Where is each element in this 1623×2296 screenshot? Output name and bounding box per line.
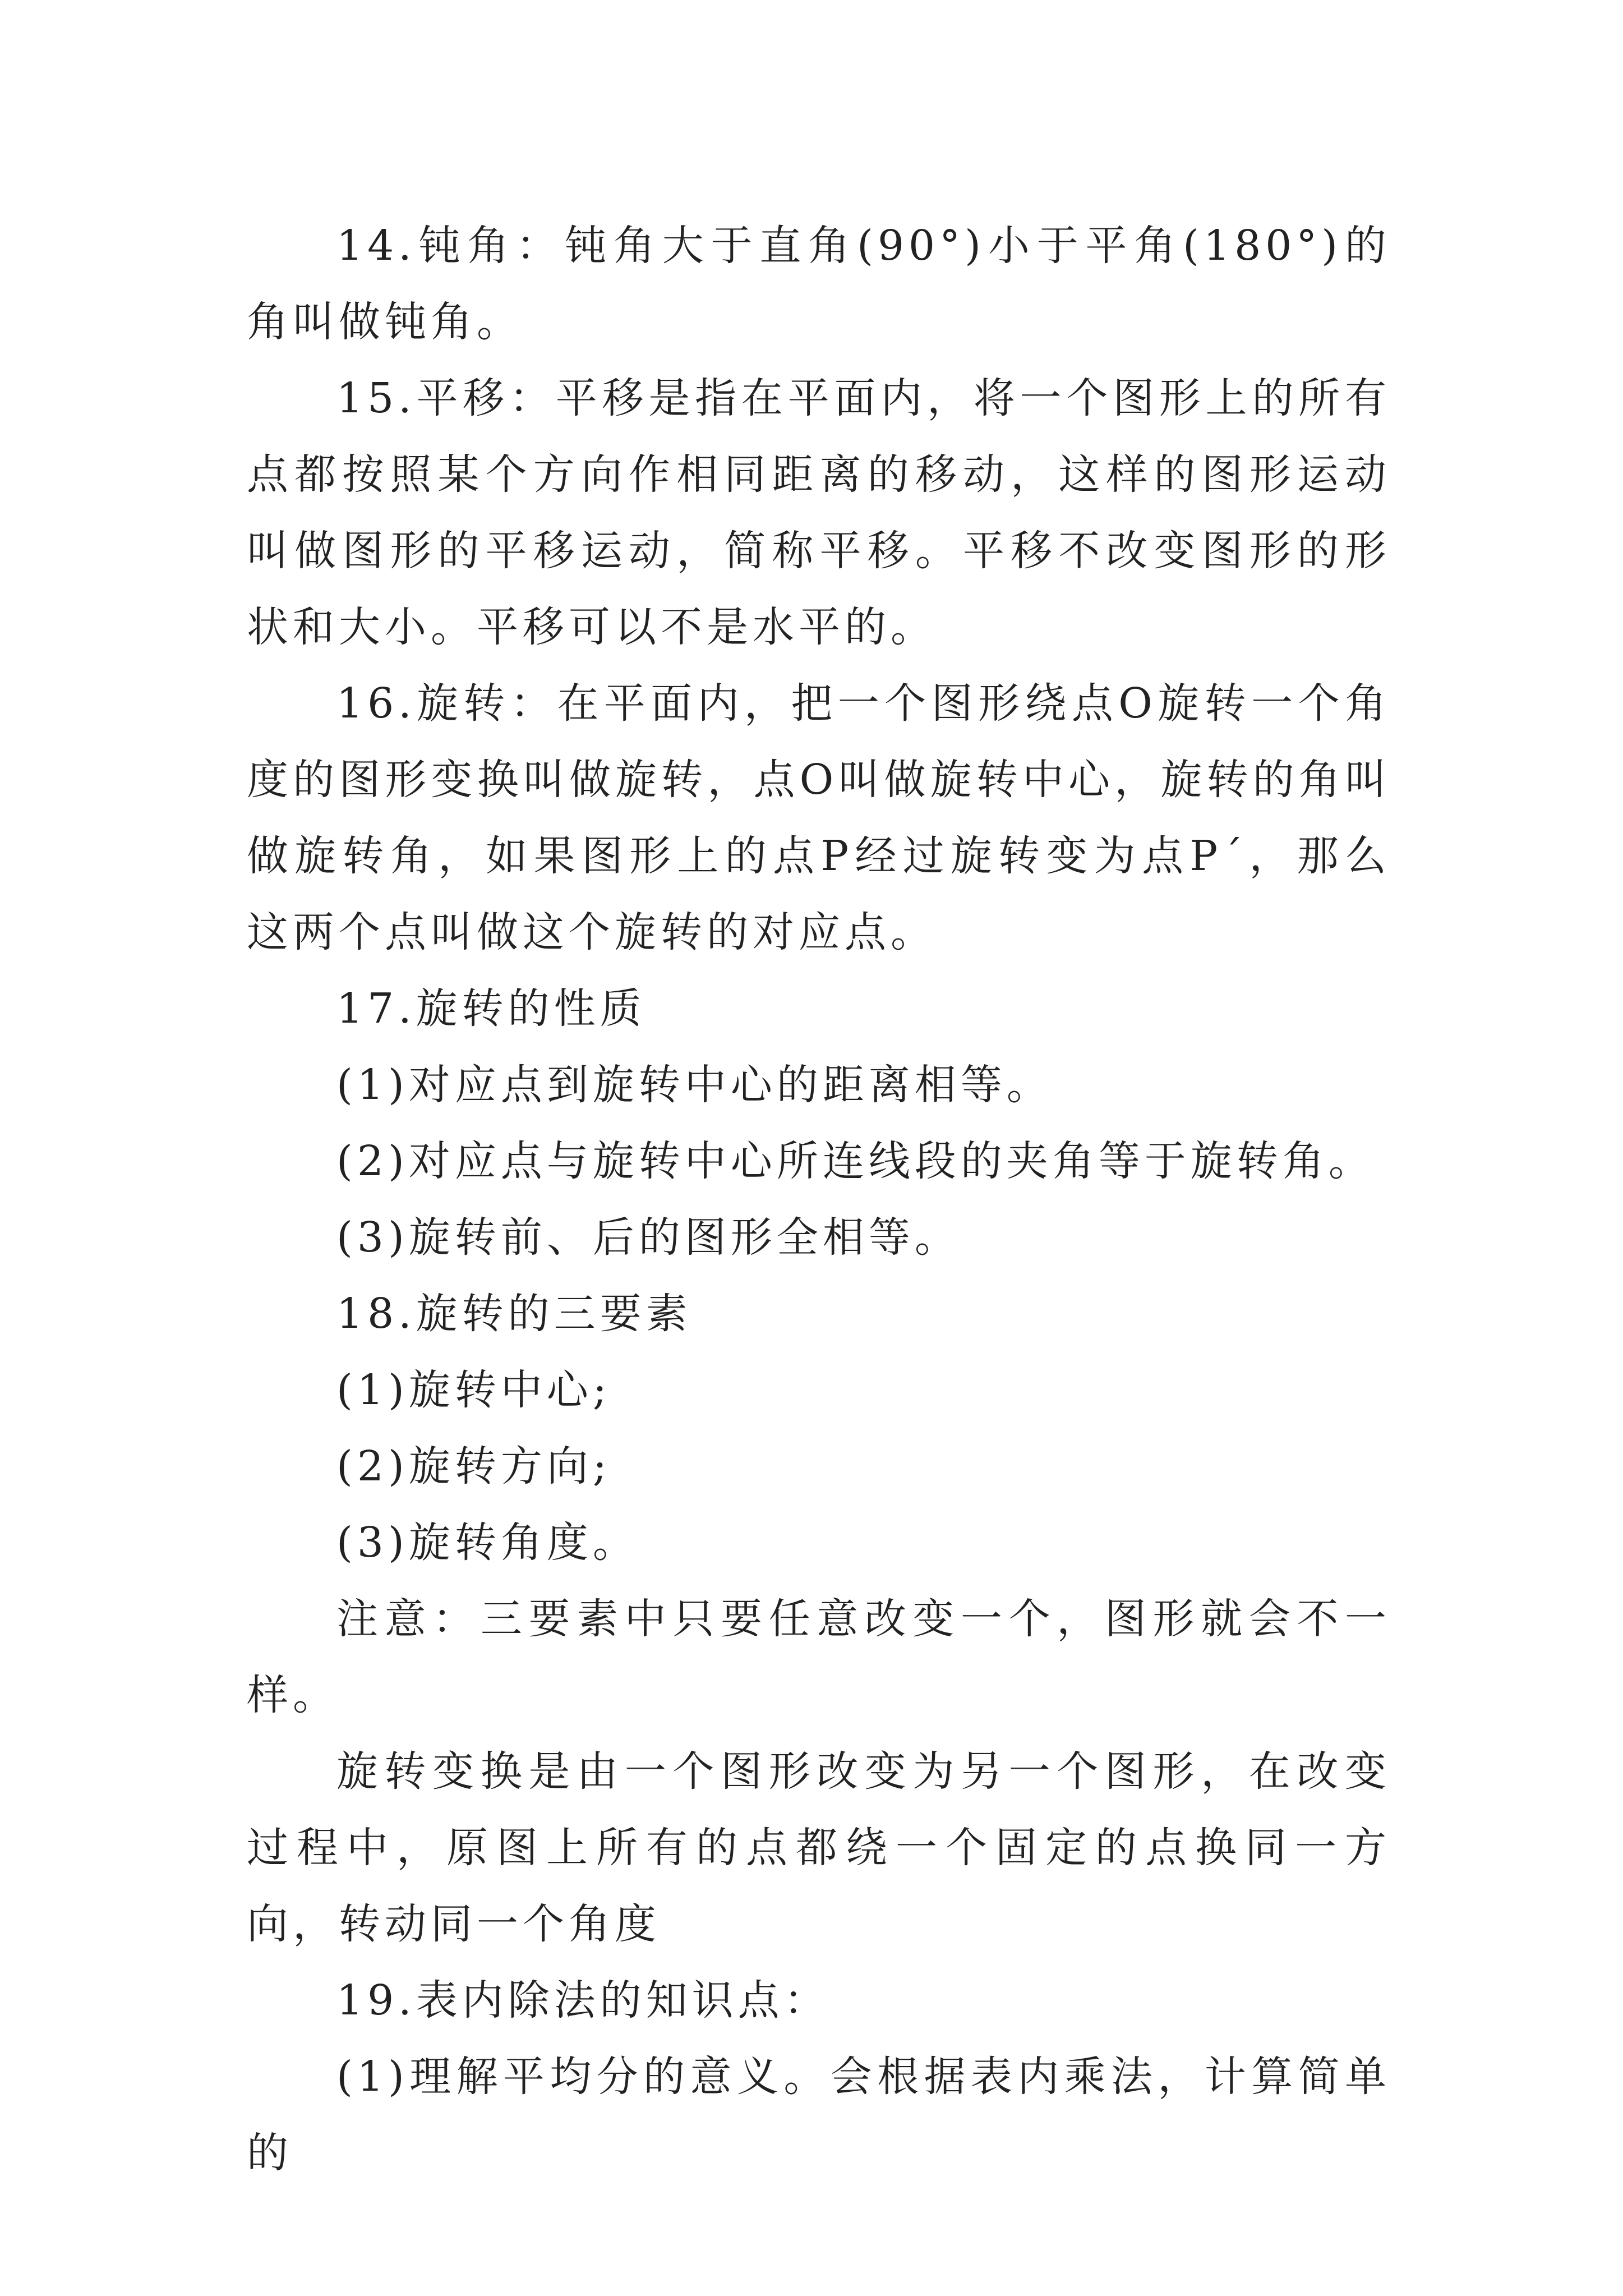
heading-table-division: 19.表内除法的知识点： <box>336 1976 830 2024</box>
document-body <box>247 208 1391 2191</box>
paragraph-rotation-transform: 旋转变换是由一个图形改变为另一个图形，在改变过程中，原图上所有的点都绕一个固定的点换同一方向，转动同一个角度 <box>247 1747 1391 1948</box>
heading-rotation-elements: 18.旋转的三要素 <box>336 1290 692 1338</box>
list-item: (3)旋转前、后的图形全相等。 <box>336 1213 961 1262</box>
list-item: (2)旋转方向; <box>336 1442 611 1490</box>
paragraph-note: 注意：三要素中只要任意改变一个，图形就会不一样。 <box>247 1595 1391 1719</box>
list-item: (2)对应点与旋转中心所连线段的夹角等于旋转角。 <box>336 1137 1375 1185</box>
list-item: (1)对应点到旋转中心的距离相等。 <box>336 1061 1053 1109</box>
list-item: (3)旋转角度。 <box>336 1519 639 1567</box>
list-item: (1)旋转中心; <box>336 1366 611 1414</box>
paragraph-translation: 15.平移：平移是指在平面内，将一个图形上的所有点都按照某个方向作相同距离的移动，这样的图形运动叫做图形的平移运动，简称平移。平移不改变图形的形状和大小。平移可以不是水平的。 <box>247 374 1391 651</box>
heading-rotation-properties: 17.旋转的性质 <box>336 984 646 1033</box>
paragraph-rotation: 16.旋转：在平面内，把一个图形绕点O旋转一个角度的图形变换叫做旋转，点O叫做旋转中心，旋转的角叫做旋转角，如果图形上的点P经过旋转变为点P´，那么这两个点叫做这个旋转的对应点。 <box>247 679 1391 956</box>
list-item: (1)理解平均分的意义。会根据表内乘法，计算简单的 <box>247 2053 1391 2177</box>
paragraph-obtuse-angle: 14.钝角：钝角大于直角(90°)小于平角(180°)的角叫做钝角。 <box>247 222 1391 346</box>
